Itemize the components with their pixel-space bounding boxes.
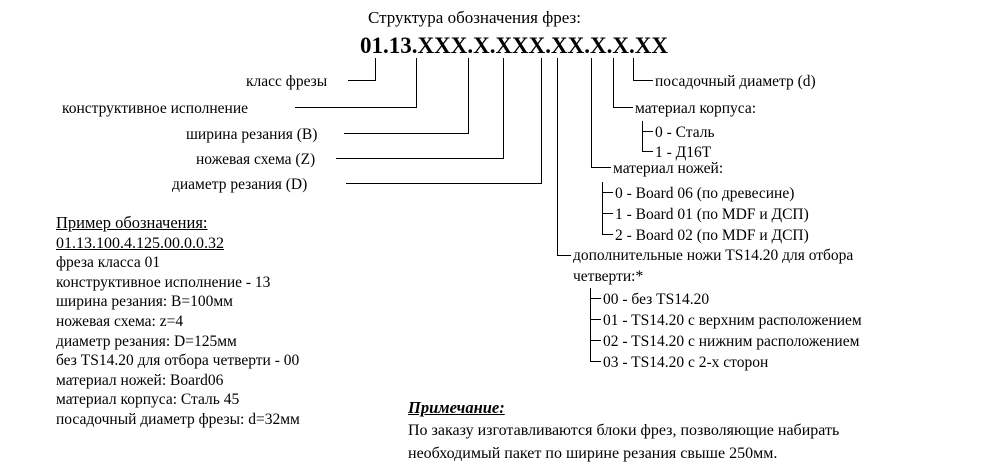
item-extra-knives-2: 02 - TS14.20 с нижним расположением xyxy=(603,333,860,350)
example-line-0: фреза класса 01 xyxy=(56,254,161,272)
example-code: 01.13.100.4.125.00.0.0.32 xyxy=(56,234,224,252)
bracket-body-material-t2 xyxy=(642,151,653,152)
bracket-knife-t2 xyxy=(602,213,613,214)
leader-line-diameter-h xyxy=(346,183,542,184)
leader-line-class-v xyxy=(375,58,376,80)
example-line-4: диаметр резания: D=125мм xyxy=(56,332,237,350)
example-line-7: материал корпуса: Сталь 45 xyxy=(56,391,240,409)
bracket-body-material-t1 xyxy=(642,131,653,132)
note-block xyxy=(408,396,839,465)
leader-line-design-h xyxy=(295,107,417,108)
item-extra-knives-3: 03 - TS14.20 с 2-х сторон xyxy=(603,354,769,371)
bracket-extra-t3 xyxy=(590,340,601,341)
example-block xyxy=(56,213,300,430)
bracket-knife-t3 xyxy=(602,234,613,235)
example-line-3: ножевая схема: z=4 xyxy=(56,312,184,330)
example-line-2: ширина резания: B=100мм xyxy=(56,293,233,311)
leader-line-scheme-h xyxy=(336,158,504,159)
leader-line-design-v xyxy=(416,58,417,107)
leader-line-extra-v xyxy=(557,58,558,255)
item-extra-knives-0: 00 - без TS14.20 xyxy=(603,291,710,308)
label-cutting-diameter: диаметр резания (D) xyxy=(172,176,308,193)
page-title: Структура обозначения фрез: xyxy=(368,8,581,27)
note-heading: Примечание: xyxy=(408,398,505,417)
label-body-material: материал корпуса: xyxy=(635,100,757,117)
leader-line-body-h xyxy=(613,107,633,108)
example-line-5: без TS14.20 для отбора четверти - 00 xyxy=(56,352,300,370)
leader-line-knife-v xyxy=(591,58,592,167)
example-line-6: материал ножей: Board06 xyxy=(56,371,224,389)
leader-line-diameter-v xyxy=(541,58,542,183)
item-knife-material-0: 0 - Board 06 (по древесине) xyxy=(615,185,795,202)
bracket-extra-t2 xyxy=(590,319,601,320)
leader-line-scheme-v xyxy=(503,58,504,158)
leader-line-width-h xyxy=(344,133,469,134)
leader-line-extra-h xyxy=(557,255,571,256)
label-knife-scheme: ножевая схема (Z) xyxy=(196,151,316,168)
leader-line-width-v xyxy=(468,58,469,133)
bracket-knife-material xyxy=(602,182,603,234)
leader-line-class-h xyxy=(348,80,376,81)
bracket-knife-t1 xyxy=(602,192,613,193)
designation-code: 01.13.XXX.X.XXX.XX.X.X.XX xyxy=(360,33,668,58)
label-extra-knives-line1: дополнительные ножи TS14.20 для отбора xyxy=(573,247,854,264)
label-cutter-class: класс фрезы xyxy=(246,73,328,90)
item-knife-material-1: 1 - Board 01 (по MDF и ДСП) xyxy=(615,206,809,223)
label-extra-knives-line2: четверти:* xyxy=(573,268,644,285)
item-body-material-1: 1 - Д16Т xyxy=(655,144,712,161)
leader-line-seat-h xyxy=(633,80,653,81)
item-body-material-0: 0 - Сталь xyxy=(655,124,715,141)
label-seat-diameter: посадочный диаметр (d) xyxy=(655,73,816,90)
bracket-extra-t1 xyxy=(590,298,601,299)
leader-line-body-v xyxy=(613,58,614,107)
note-line-2: необходимый пакет по ширине резания свыше 250мм. xyxy=(408,445,778,462)
leader-line-knife-h xyxy=(591,167,611,168)
item-extra-knives-1: 01 - TS14.20 с верхним расположением xyxy=(603,312,862,329)
item-knife-material-2: 2 - Board 02 (по MDF и ДСП) xyxy=(615,227,809,244)
example-line-8: посадочный диаметр фрезы: d=32мм xyxy=(56,410,300,428)
label-cutting-width: ширина резания (B) xyxy=(186,126,318,143)
label-knife-material: материал ножей: xyxy=(613,160,724,177)
leader-line-seat-v xyxy=(633,58,634,80)
bracket-extra-t4 xyxy=(590,361,601,362)
label-design-version: конструктивное исполнение xyxy=(62,100,249,117)
example-line-1: конструктивное исполнение - 13 xyxy=(56,273,271,291)
bracket-body-material xyxy=(642,121,643,151)
example-heading: Пример обозначения: xyxy=(56,213,208,232)
note-line-1: По заказу изготавливаются блоки фрез, позволяющие набирать xyxy=(408,422,840,439)
